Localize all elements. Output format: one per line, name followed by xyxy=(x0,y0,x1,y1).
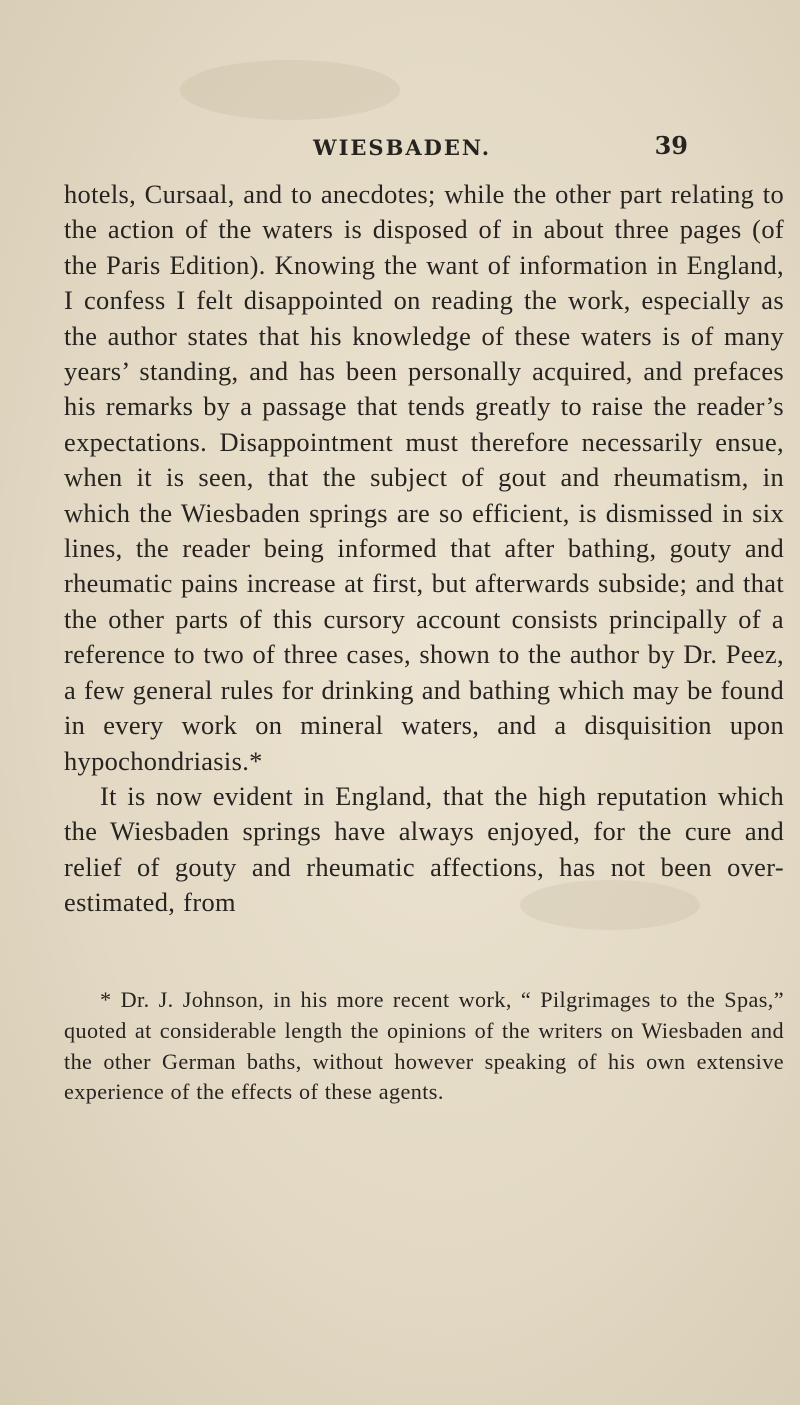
footnote xyxy=(64,985,784,1108)
paragraph-2: It is now evident in England, that the high reputation which the Wiesbaden springs have always enjoyed, for the cure and relief of gouty and rheumatic affections, has not been over-estimated, from xyxy=(64,780,784,918)
body-text xyxy=(64,177,784,921)
footnote-text: * Dr. J. Johnson, in his more recent work, “ Pilgrimages to the Spas,” quoted at considerable length the opinions of the writers on Wiesbaden and the other German baths, without however speaking of his own extensive experience of the effects of these agents. xyxy=(64,987,784,1105)
page-number: 39 xyxy=(654,131,688,160)
paragraph-1: hotels, Cursaal, and to anecdotes; while the other part relating to the action of the waters is disposed of in about three pages (of the Paris Edition). Knowing the want of information in England, I confess I felt disappointed on reading the work, especially as the author states that his knowledge of these waters is of many years’ standing, and has been personally acquired, and prefaces his remarks by a passage that tends greatly to raise the reader’s expectations. Disappointment must therefore necessarily ensue, when it is seen, that the subject of gout and rheumatism, in which the Wiesbaden springs are so efficient, is dismissed in six lines, the reader being informed that after bathing, gouty and rheumatic pains increase at first, but afterwards subside; and that the other parts of this cursory account consists principally of a reference to two of three cases, shown to the author by Dr. Peez, a few general rules for drinking and bathing which may be found in every work on mineral waters, and a disquisition upon hypochondriasis.* xyxy=(64,179,784,776)
page-stain xyxy=(180,60,400,120)
running-head xyxy=(258,131,688,171)
running-title: WIESBADEN. xyxy=(313,135,492,160)
